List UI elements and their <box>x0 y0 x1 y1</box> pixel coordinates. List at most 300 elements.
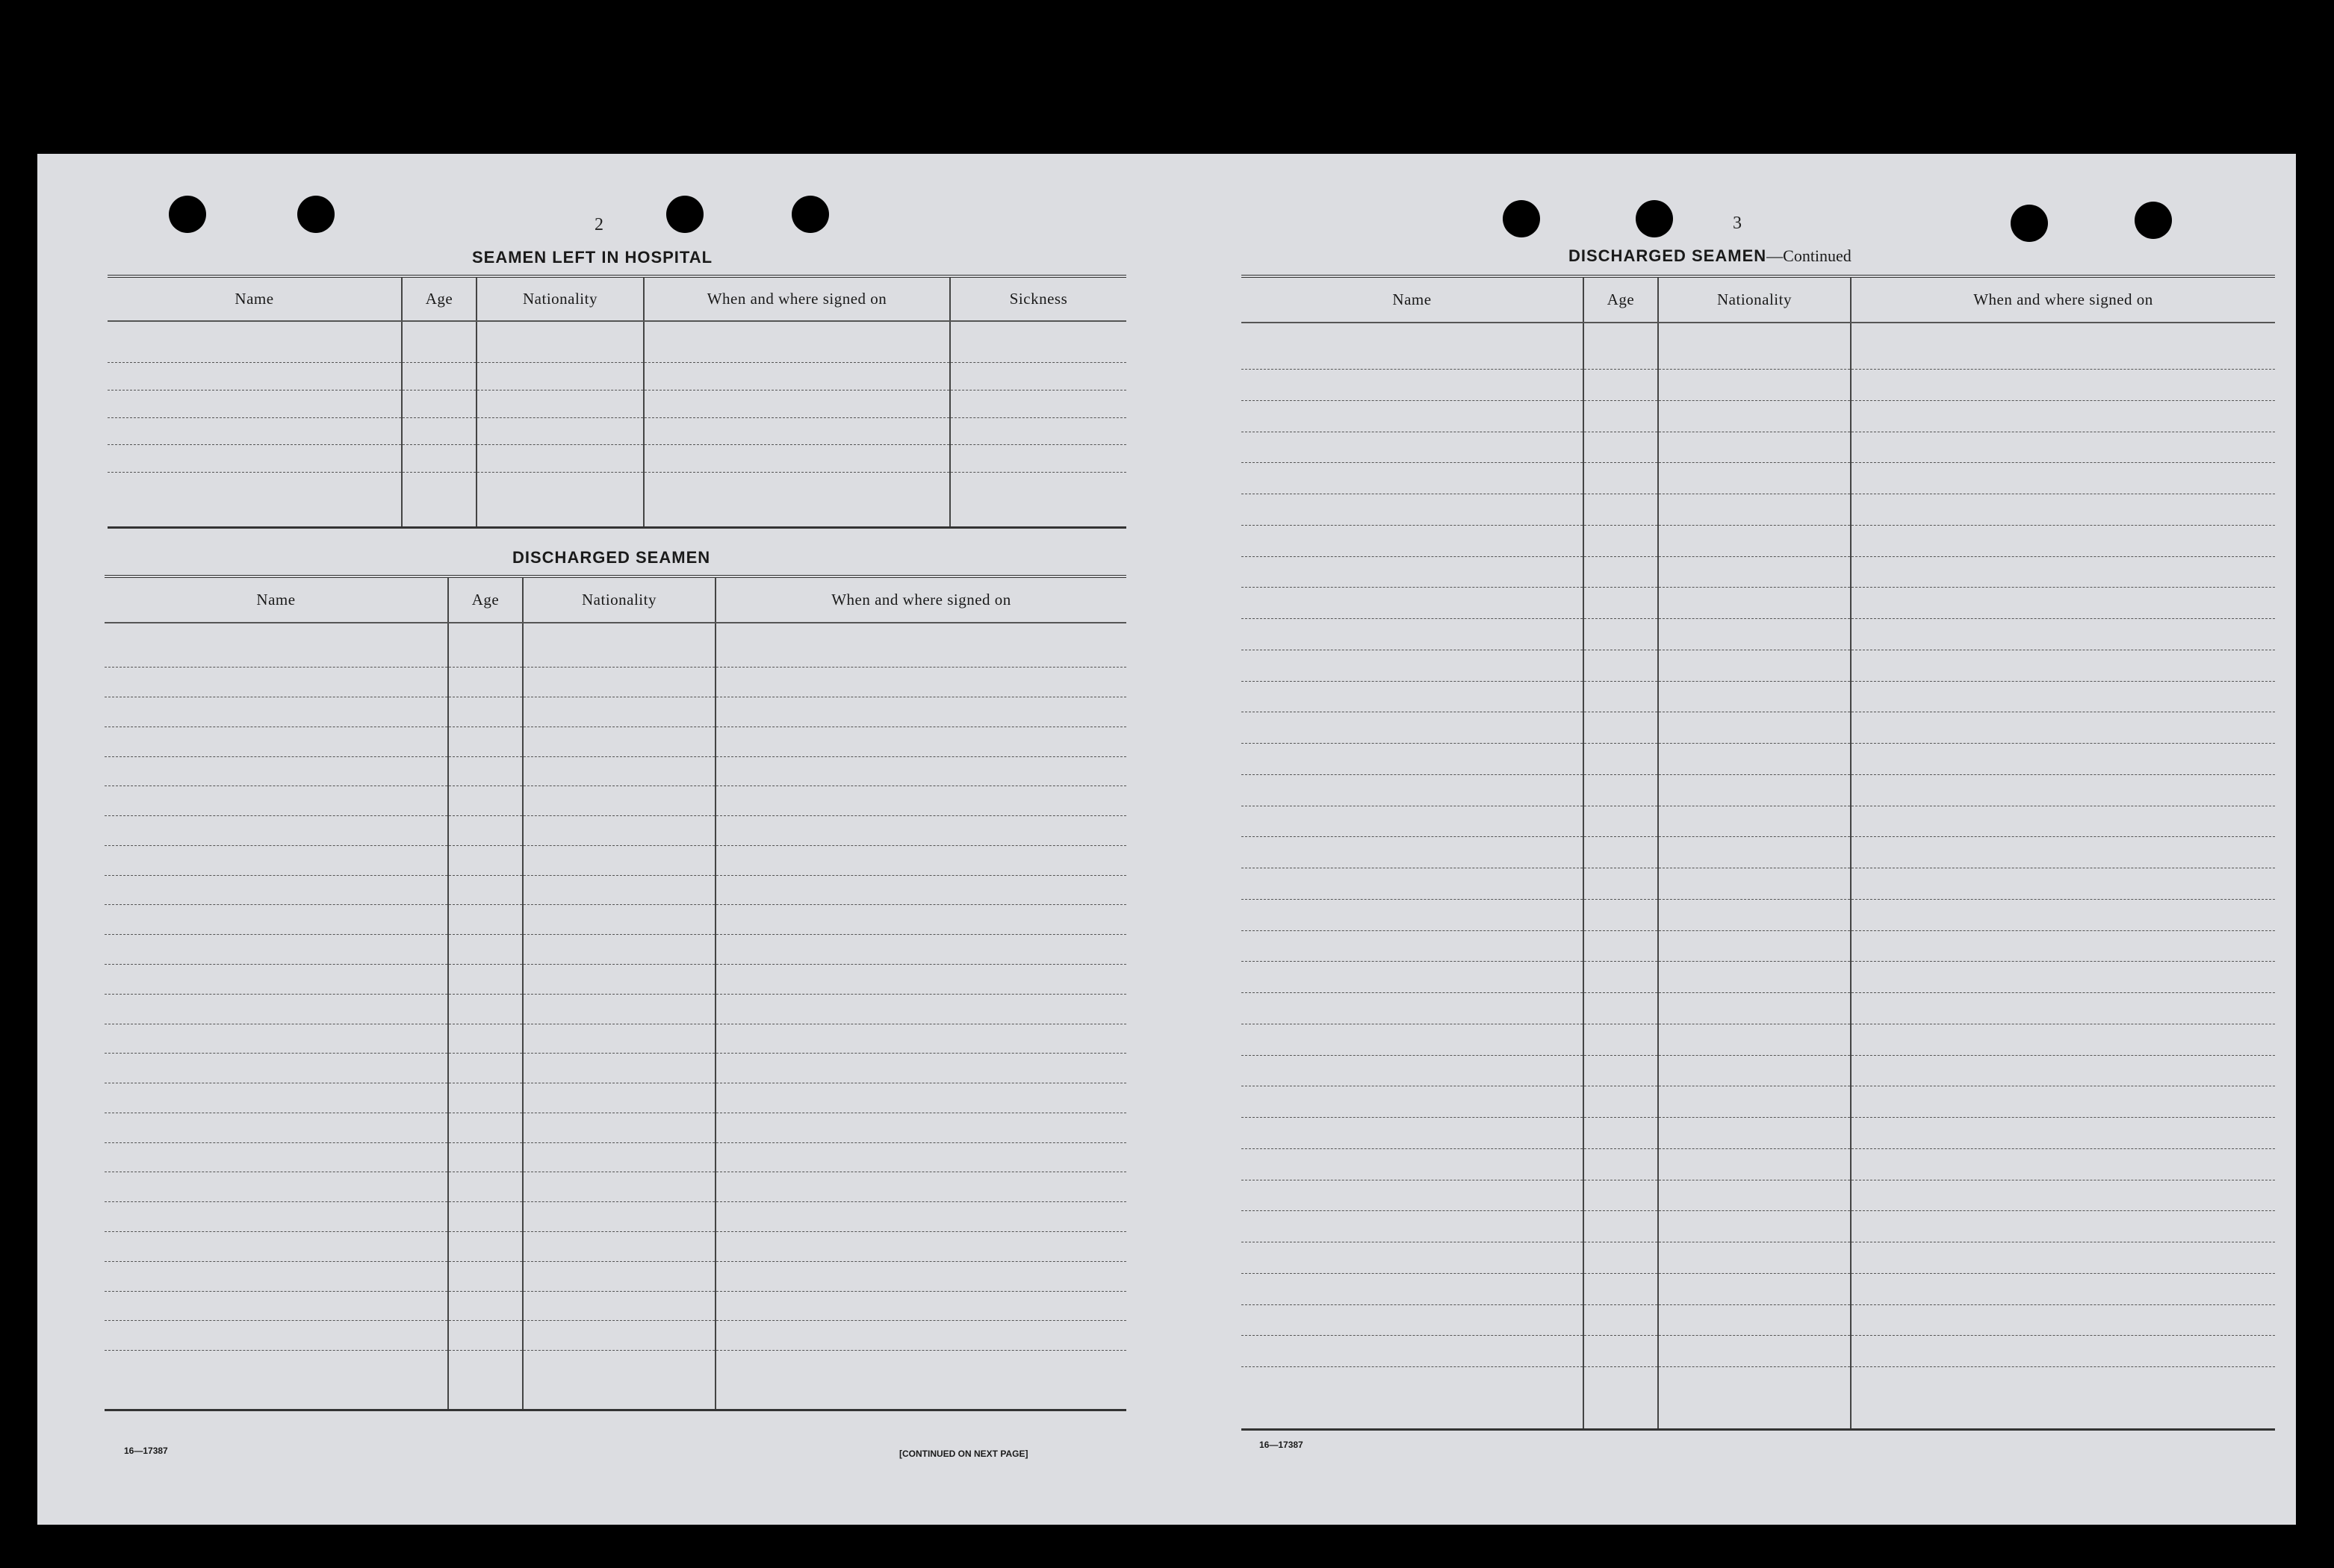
name-cell[interactable] <box>105 1321 448 1351</box>
table-row <box>105 668 1126 697</box>
nationality-cell[interactable] <box>1658 494 1851 526</box>
signed-on-cell[interactable] <box>716 845 1126 875</box>
age-cell[interactable] <box>1583 1086 1658 1118</box>
signed-on-cell[interactable] <box>644 321 950 362</box>
signed-on-cell[interactable] <box>716 623 1126 668</box>
left-form-number: 16—17387 <box>124 1446 168 1456</box>
signed-on-cell[interactable] <box>716 668 1126 697</box>
age-cell[interactable] <box>448 1024 523 1054</box>
age-cell[interactable] <box>1583 681 1658 712</box>
name-cell[interactable] <box>1241 1304 1583 1336</box>
signed-on-cell[interactable] <box>1851 323 2275 370</box>
age-cell[interactable] <box>1583 930 1658 962</box>
name-cell[interactable] <box>105 1172 448 1202</box>
name-cell[interactable] <box>108 445 402 473</box>
table-row <box>108 417 1126 445</box>
signed-on-cell[interactable] <box>716 1054 1126 1083</box>
name-cell[interactable] <box>1241 744 1583 775</box>
column-header-name: Name <box>108 276 402 321</box>
signed-on-cell[interactable] <box>1851 993 2275 1024</box>
age-cell[interactable] <box>402 473 477 528</box>
nationality-cell[interactable] <box>523 756 716 786</box>
nationality-cell[interactable] <box>523 697 716 727</box>
signed-on-cell[interactable] <box>1851 930 2275 962</box>
name-cell[interactable] <box>1241 323 1583 370</box>
signed-on-cell[interactable] <box>644 390 950 417</box>
name-cell[interactable] <box>1241 1118 1583 1149</box>
name-cell[interactable] <box>1241 1273 1583 1304</box>
nationality-cell[interactable] <box>523 1261 716 1291</box>
signed-on-cell[interactable] <box>1851 370 2275 401</box>
age-cell[interactable] <box>1583 1367 1658 1430</box>
table-row <box>1241 712 2275 744</box>
age-cell[interactable] <box>448 994 523 1024</box>
nationality-cell[interactable] <box>1658 806 1851 837</box>
age-cell[interactable] <box>402 417 477 445</box>
name-cell[interactable] <box>1241 1180 1583 1211</box>
nationality-cell[interactable] <box>1658 1367 1851 1430</box>
age-cell[interactable] <box>1583 588 1658 619</box>
name-cell[interactable] <box>1241 837 1583 868</box>
name-cell[interactable] <box>105 1113 448 1142</box>
signed-on-cell[interactable] <box>716 1202 1126 1232</box>
nationality-cell[interactable] <box>1658 868 1851 900</box>
nationality-cell[interactable] <box>477 445 644 473</box>
nationality-cell[interactable] <box>1658 1180 1851 1211</box>
sickness-cell[interactable] <box>950 417 1126 445</box>
name-cell[interactable] <box>105 1083 448 1113</box>
nationality-cell[interactable] <box>477 417 644 445</box>
age-cell[interactable] <box>1583 525 1658 556</box>
name-cell[interactable] <box>108 362 402 390</box>
punch-hole-icon <box>792 196 829 233</box>
nationality-cell[interactable] <box>523 1232 716 1262</box>
nationality-cell[interactable] <box>523 1113 716 1142</box>
age-cell[interactable] <box>448 697 523 727</box>
signed-on-cell[interactable] <box>716 875 1126 905</box>
nationality-cell[interactable] <box>523 845 716 875</box>
age-cell[interactable] <box>1583 650 1658 681</box>
nationality-cell[interactable] <box>523 623 716 668</box>
punch-hole-icon <box>1636 200 1673 237</box>
age-cell[interactable] <box>448 756 523 786</box>
nationality-cell[interactable] <box>1658 588 1851 619</box>
signed-on-cell[interactable] <box>1851 1304 2275 1336</box>
name-cell[interactable] <box>105 1202 448 1232</box>
name-cell[interactable] <box>105 756 448 786</box>
age-cell[interactable] <box>1583 494 1658 526</box>
age-cell[interactable] <box>448 965 523 995</box>
age-cell[interactable] <box>1583 370 1658 401</box>
signed-on-cell[interactable] <box>644 362 950 390</box>
hospital-section-title: SEAMEN LEFT IN HOSPITAL <box>472 248 713 267</box>
nationality-cell[interactable] <box>477 362 644 390</box>
name-cell[interactable] <box>1241 650 1583 681</box>
name-cell[interactable] <box>105 905 448 935</box>
name-cell[interactable] <box>1241 993 1583 1024</box>
signed-on-cell[interactable] <box>1851 774 2275 806</box>
name-cell[interactable] <box>1241 1336 1583 1367</box>
age-cell[interactable] <box>1583 556 1658 588</box>
age-cell[interactable] <box>1583 1055 1658 1086</box>
signed-on-cell[interactable] <box>1851 1024 2275 1055</box>
name-cell[interactable] <box>1241 556 1583 588</box>
nationality-cell[interactable] <box>523 1054 716 1083</box>
age-cell[interactable] <box>1583 1336 1658 1367</box>
nationality-cell[interactable] <box>1658 525 1851 556</box>
sickness-cell[interactable] <box>950 473 1126 528</box>
age-cell[interactable] <box>1583 744 1658 775</box>
name-cell[interactable] <box>105 1142 448 1172</box>
nationality-cell[interactable] <box>477 390 644 417</box>
name-cell[interactable] <box>1241 1211 1583 1242</box>
nationality-cell[interactable] <box>1658 1304 1851 1336</box>
name-cell[interactable] <box>1241 899 1583 930</box>
signed-on-cell[interactable] <box>1851 806 2275 837</box>
nationality-cell[interactable] <box>523 1172 716 1202</box>
nationality-cell[interactable] <box>1658 681 1851 712</box>
discharged-section-title: DISCHARGED SEAMEN <box>512 548 711 567</box>
signed-on-cell[interactable] <box>1851 400 2275 432</box>
signed-on-cell[interactable] <box>644 417 950 445</box>
name-cell[interactable] <box>1241 619 1583 650</box>
name-cell[interactable] <box>1241 774 1583 806</box>
age-cell[interactable] <box>448 1291 523 1321</box>
signed-on-cell[interactable] <box>716 727 1126 756</box>
signed-on-cell[interactable] <box>1851 1336 2275 1367</box>
signed-on-cell[interactable] <box>644 473 950 528</box>
nationality-cell[interactable] <box>523 1351 716 1410</box>
age-cell[interactable] <box>1583 993 1658 1024</box>
nationality-cell[interactable] <box>523 1321 716 1351</box>
nationality-cell[interactable] <box>523 727 716 756</box>
signed-on-cell[interactable] <box>716 756 1126 786</box>
column-header-name: Name <box>1241 276 1583 323</box>
nationality-cell[interactable] <box>1658 993 1851 1024</box>
name-cell[interactable] <box>1241 1055 1583 1086</box>
signed-on-cell[interactable] <box>644 445 950 473</box>
punch-hole-icon <box>2135 202 2172 239</box>
age-cell[interactable] <box>448 1202 523 1232</box>
age-cell[interactable] <box>448 1232 523 1262</box>
nationality-cell[interactable] <box>523 1142 716 1172</box>
name-cell[interactable] <box>1241 962 1583 993</box>
age-cell[interactable] <box>402 445 477 473</box>
name-cell[interactable] <box>105 845 448 875</box>
nationality-cell[interactable] <box>523 668 716 697</box>
age-cell[interactable] <box>1583 962 1658 993</box>
signed-on-cell[interactable] <box>1851 1367 2275 1430</box>
signed-on-cell[interactable] <box>1851 525 2275 556</box>
name-cell[interactable] <box>108 417 402 445</box>
age-cell[interactable] <box>448 1351 523 1410</box>
signed-on-cell[interactable] <box>1851 1148 2275 1180</box>
name-cell[interactable] <box>105 786 448 816</box>
signed-on-cell[interactable] <box>1851 1211 2275 1242</box>
signed-on-cell[interactable] <box>716 1024 1126 1054</box>
age-cell[interactable] <box>402 321 477 362</box>
nationality-cell[interactable] <box>1658 1118 1851 1149</box>
name-cell[interactable] <box>105 935 448 965</box>
signed-on-cell[interactable] <box>716 1232 1126 1262</box>
age-cell[interactable] <box>1583 712 1658 744</box>
signed-on-cell[interactable] <box>1851 868 2275 900</box>
nationality-cell[interactable] <box>1658 1211 1851 1242</box>
age-cell[interactable] <box>1583 837 1658 868</box>
name-cell[interactable] <box>1241 494 1583 526</box>
signed-on-cell[interactable] <box>1851 1242 2275 1274</box>
table-row <box>1241 619 2275 650</box>
nationality-cell[interactable] <box>523 875 716 905</box>
age-cell[interactable] <box>402 362 477 390</box>
age-cell[interactable] <box>448 935 523 965</box>
nationality-cell[interactable] <box>1658 1336 1851 1367</box>
punch-hole-icon <box>169 196 206 233</box>
age-cell[interactable] <box>448 816 523 846</box>
nationality-cell[interactable] <box>523 786 716 816</box>
nationality-cell[interactable] <box>1658 323 1851 370</box>
age-cell[interactable] <box>448 1054 523 1083</box>
name-cell[interactable] <box>1241 525 1583 556</box>
nationality-cell[interactable] <box>523 1291 716 1321</box>
age-cell[interactable] <box>1583 400 1658 432</box>
nationality-cell[interactable] <box>1658 837 1851 868</box>
signed-on-cell[interactable] <box>716 1113 1126 1142</box>
signed-on-cell[interactable] <box>1851 962 2275 993</box>
name-cell[interactable] <box>1241 868 1583 900</box>
table-row <box>1241 868 2275 900</box>
punch-hole-icon <box>2011 205 2048 242</box>
age-cell[interactable] <box>1583 868 1658 900</box>
nationality-cell[interactable] <box>1658 1024 1851 1055</box>
nationality-cell[interactable] <box>523 1202 716 1232</box>
nationality-cell[interactable] <box>1658 619 1851 650</box>
nationality-cell[interactable] <box>1658 930 1851 962</box>
sickness-cell[interactable] <box>950 390 1126 417</box>
nationality-cell[interactable] <box>1658 556 1851 588</box>
right-section-title <box>1568 246 1852 266</box>
name-cell[interactable] <box>1241 1086 1583 1118</box>
age-cell[interactable] <box>1583 323 1658 370</box>
nationality-cell[interactable] <box>1658 370 1851 401</box>
age-cell[interactable] <box>448 905 523 935</box>
age-cell[interactable] <box>448 1321 523 1351</box>
age-cell[interactable] <box>1583 432 1658 463</box>
age-cell[interactable] <box>448 1142 523 1172</box>
signed-on-cell[interactable] <box>1851 1180 2275 1211</box>
signed-on-cell[interactable] <box>716 1172 1126 1202</box>
signed-on-cell[interactable] <box>1851 1055 2275 1086</box>
name-cell[interactable] <box>1241 1148 1583 1180</box>
name-cell[interactable] <box>105 727 448 756</box>
age-cell[interactable] <box>1583 1180 1658 1211</box>
table-row <box>105 1232 1126 1262</box>
table-row <box>1241 1086 2275 1118</box>
signed-on-cell[interactable] <box>1851 619 2275 650</box>
table-row <box>1241 1336 2275 1367</box>
nationality-cell[interactable] <box>1658 463 1851 494</box>
nationality-cell[interactable] <box>1658 432 1851 463</box>
table-row <box>1241 463 2275 494</box>
nationality-cell[interactable] <box>523 935 716 965</box>
age-cell[interactable] <box>1583 774 1658 806</box>
name-cell[interactable] <box>1241 400 1583 432</box>
signed-on-cell[interactable] <box>716 1142 1126 1172</box>
signed-on-cell[interactable] <box>716 994 1126 1024</box>
table-row <box>105 935 1126 965</box>
table-row <box>1241 323 2275 370</box>
age-cell[interactable] <box>448 1261 523 1291</box>
name-cell[interactable] <box>1241 681 1583 712</box>
nationality-cell[interactable] <box>1658 962 1851 993</box>
column-header-nationality: Nationality <box>477 276 644 321</box>
nationality-cell[interactable] <box>523 816 716 846</box>
table-row <box>1241 806 2275 837</box>
name-cell[interactable] <box>1241 712 1583 744</box>
name-cell[interactable] <box>1241 806 1583 837</box>
signed-on-cell[interactable] <box>1851 744 2275 775</box>
age-cell[interactable] <box>1583 1273 1658 1304</box>
right-page-number: 3 <box>1733 214 1742 233</box>
name-cell[interactable] <box>105 1261 448 1291</box>
signed-on-cell[interactable] <box>1851 1273 2275 1304</box>
nationality-cell[interactable] <box>1658 1086 1851 1118</box>
nationality-cell[interactable] <box>1658 1273 1851 1304</box>
sickness-cell[interactable] <box>950 445 1126 473</box>
name-cell[interactable] <box>108 473 402 528</box>
nationality-cell[interactable] <box>1658 774 1851 806</box>
sickness-cell[interactable] <box>950 321 1126 362</box>
name-cell[interactable] <box>105 1351 448 1410</box>
signed-on-cell[interactable] <box>1851 588 2275 619</box>
age-cell[interactable] <box>448 1083 523 1113</box>
signed-on-cell[interactable] <box>716 1351 1126 1410</box>
age-cell[interactable] <box>448 845 523 875</box>
name-cell[interactable] <box>105 875 448 905</box>
nationality-cell[interactable] <box>523 1083 716 1113</box>
age-cell[interactable] <box>1583 1024 1658 1055</box>
table-row <box>1241 556 2275 588</box>
nationality-cell[interactable] <box>1658 899 1851 930</box>
nationality-cell[interactable] <box>1658 650 1851 681</box>
signed-on-cell[interactable] <box>1851 432 2275 463</box>
name-cell[interactable] <box>1241 588 1583 619</box>
name-cell[interactable] <box>105 1054 448 1083</box>
name-cell[interactable] <box>1241 1367 1583 1430</box>
nationality-cell[interactable] <box>523 1024 716 1054</box>
name-cell[interactable] <box>1241 432 1583 463</box>
age-cell[interactable] <box>448 1172 523 1202</box>
name-cell[interactable] <box>1241 1242 1583 1274</box>
nationality-cell[interactable] <box>523 965 716 995</box>
age-cell[interactable] <box>448 786 523 816</box>
name-cell[interactable] <box>105 1232 448 1262</box>
name-cell[interactable] <box>105 1024 448 1054</box>
signed-on-cell[interactable] <box>1851 463 2275 494</box>
name-cell[interactable] <box>105 697 448 727</box>
name-cell[interactable] <box>108 390 402 417</box>
name-cell[interactable] <box>105 994 448 1024</box>
age-cell[interactable] <box>1583 619 1658 650</box>
signed-on-cell[interactable] <box>1851 650 2275 681</box>
signed-on-cell[interactable] <box>716 1261 1126 1291</box>
name-cell[interactable] <box>1241 463 1583 494</box>
nationality-cell[interactable] <box>1658 1055 1851 1086</box>
name-cell[interactable] <box>108 321 402 362</box>
age-cell[interactable] <box>1583 1148 1658 1180</box>
signed-on-cell[interactable] <box>716 697 1126 727</box>
signed-on-cell[interactable] <box>716 965 1126 995</box>
age-cell[interactable] <box>448 727 523 756</box>
table-row <box>105 727 1126 756</box>
name-cell[interactable] <box>1241 1024 1583 1055</box>
signed-on-cell[interactable] <box>1851 899 2275 930</box>
age-cell[interactable] <box>448 623 523 668</box>
table-row <box>105 1113 1126 1142</box>
age-cell[interactable] <box>448 668 523 697</box>
name-cell[interactable] <box>105 623 448 668</box>
signed-on-cell[interactable] <box>716 1291 1126 1321</box>
signed-on-cell[interactable] <box>1851 556 2275 588</box>
age-cell[interactable] <box>1583 463 1658 494</box>
name-cell[interactable] <box>1241 930 1583 962</box>
signed-on-cell[interactable] <box>716 1083 1126 1113</box>
nationality-cell[interactable] <box>523 905 716 935</box>
age-cell[interactable] <box>1583 899 1658 930</box>
name-cell[interactable] <box>105 816 448 846</box>
table-row <box>105 994 1126 1024</box>
age-cell[interactable] <box>1583 1242 1658 1274</box>
signed-on-cell[interactable] <box>1851 681 2275 712</box>
sickness-cell[interactable] <box>950 362 1126 390</box>
nationality-cell[interactable] <box>1658 1148 1851 1180</box>
signed-on-cell[interactable] <box>1851 712 2275 744</box>
nationality-cell[interactable] <box>1658 400 1851 432</box>
age-cell[interactable] <box>448 875 523 905</box>
signed-on-cell[interactable] <box>1851 837 2275 868</box>
age-cell[interactable] <box>448 1113 523 1142</box>
signed-on-cell[interactable] <box>716 905 1126 935</box>
nationality-cell[interactable] <box>1658 712 1851 744</box>
name-cell[interactable] <box>105 668 448 697</box>
nationality-cell[interactable] <box>477 321 644 362</box>
name-cell[interactable] <box>105 1291 448 1321</box>
table-row <box>1241 744 2275 775</box>
age-cell[interactable] <box>1583 806 1658 837</box>
signed-on-cell[interactable] <box>716 816 1126 846</box>
nationality-cell[interactable] <box>1658 1242 1851 1274</box>
age-cell[interactable] <box>402 390 477 417</box>
age-cell[interactable] <box>1583 1211 1658 1242</box>
age-cell[interactable] <box>1583 1304 1658 1336</box>
nationality-cell[interactable] <box>477 473 644 528</box>
name-cell[interactable] <box>105 965 448 995</box>
signed-on-cell[interactable] <box>1851 1086 2275 1118</box>
table-row <box>105 1083 1126 1113</box>
table-row <box>108 390 1126 417</box>
name-cell[interactable] <box>1241 370 1583 401</box>
table-row <box>105 1202 1126 1232</box>
age-cell[interactable] <box>1583 1118 1658 1149</box>
nationality-cell[interactable] <box>1658 744 1851 775</box>
signed-on-cell[interactable] <box>716 786 1126 816</box>
signed-on-cell[interactable] <box>1851 1118 2275 1149</box>
nationality-cell[interactable] <box>523 994 716 1024</box>
table-row <box>1241 1055 2275 1086</box>
signed-on-cell[interactable] <box>716 1321 1126 1351</box>
signed-on-cell[interactable] <box>716 935 1126 965</box>
signed-on-cell[interactable] <box>1851 494 2275 526</box>
